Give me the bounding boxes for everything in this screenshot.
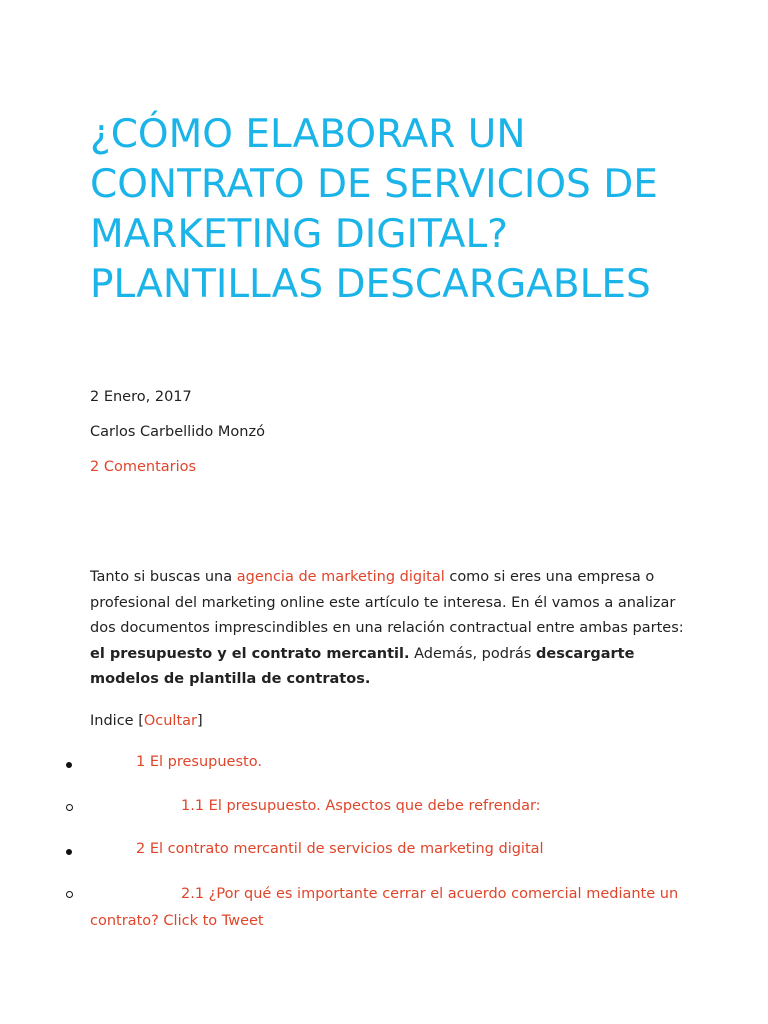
post-author: Carlos Carbellido Monzó [90,424,265,440]
comments-link[interactable]: 2 Comentarios [90,459,197,475]
toc-item[interactable]: 2.1 ¿Por qué es importante cerrar el acuerdo comercial mediante un contrato? Click to Tweet [90,886,679,929]
intro-text: Además, podrás [409,645,536,662]
intro-text: Tanto si buscas una [90,569,237,585]
bullet-circle-icon [66,891,73,898]
toc-label: Indice [ [90,713,144,729]
toc-label-end: ] [197,713,203,729]
bullet-disc-icon [66,762,72,768]
bullet-circle-icon [66,804,73,811]
toc-header [90,711,203,731]
article-title: ¿CÓMO ELABORAR UN CONTRATO DE SERVICIOS DE MARKETING DIGITAL? PLANTILLAS DESCARGABLES [90,112,658,307]
agency-link[interactable]: agencia de marketing digital [236,569,445,585]
toc-item[interactable]: 1.1 El presupuesto. Aspectos que debe refrendar: [181,798,541,814]
intro-bold: el presupuesto y el contrato mercantil. [90,645,410,662]
toc-toggle-link[interactable]: Ocultar [143,713,197,729]
post-date: 2 Enero, 2017 [90,389,192,405]
intro-bold: descargarte modelos de plantilla de contratos. [90,645,635,687]
bullet-disc-icon [66,849,72,855]
toc-item[interactable]: 1 El presupuesto. [136,754,262,770]
toc-item[interactable]: 2 El contrato mercantil de servicios de marketing digital [136,841,544,857]
intro-paragraph [90,565,690,693]
intro-text: como si eres una empresa o profesional del marketing online este artículo te interesa. En él vamos a analizar dos documentos imprescindibles en una relación contractual entre ambas partes: [90,569,684,636]
